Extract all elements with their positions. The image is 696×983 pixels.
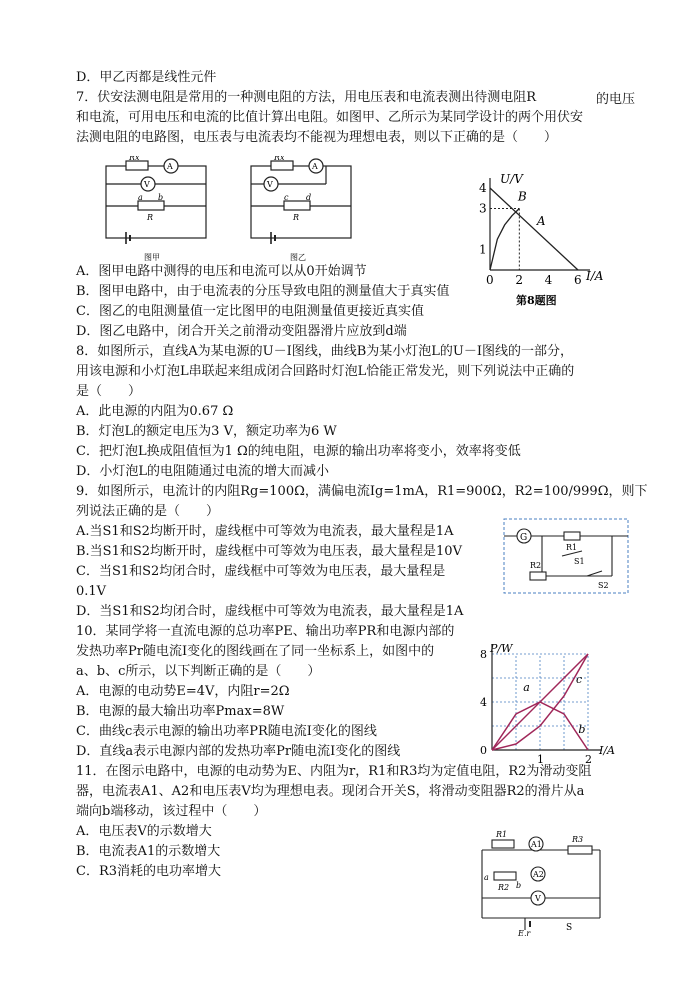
text-line: 10．某同学将一直流电源的总功率PE、输出功率PR和电源内部的 xyxy=(76,624,455,639)
series-label: c xyxy=(576,672,583,686)
q7-line-tail: 的电压 xyxy=(596,92,636,107)
fig11-a-label: a xyxy=(484,873,489,882)
text-line: 0.1V xyxy=(76,584,107,599)
x-tick-label: 0 xyxy=(486,273,494,287)
text-line: A．电压表V的示数增大 xyxy=(76,824,212,839)
text-line: 11．在图示电路中，电源的电动势为E、内阻为r，R1和R3均为定值电阻，R2为滑动变阻 xyxy=(76,764,592,779)
text-line: A．电源的电动势E=4V，内阻r=2Ω xyxy=(76,684,290,699)
text-line: 法测电阻的电路图，电压表与电流表均不能视为理想电表，则以下正确的是（ ） xyxy=(76,130,558,145)
series-label: a xyxy=(523,681,530,695)
text-line: B．灯泡L的额定电压为3 V，额定功率为6 W xyxy=(76,424,337,439)
text-line: B．电流表A1的示数增大 xyxy=(76,844,221,859)
x-tick-label: 6 xyxy=(574,273,582,287)
fig9-s1: S1 xyxy=(574,557,585,566)
text-line: a、b、c所示，以下判断正确的是（ ） xyxy=(76,664,321,679)
fig7-r-right: R xyxy=(293,213,300,222)
text-line: C．R3消耗的电功率增大 xyxy=(76,864,222,879)
fig11-er: E,r xyxy=(518,929,531,936)
fig7-c-label: c xyxy=(284,193,289,202)
fig7-a-label: a xyxy=(138,193,143,202)
y-tick-label: 4 xyxy=(479,181,487,195)
text-line: D．直线a表示电源内部的发热功率Pr随电流I变化的图线 xyxy=(76,744,401,759)
text-line: A.当S1和S2均断开时，虚线框中可等效为电流表，最大量程是1A xyxy=(76,524,454,539)
figure-7-circuits xyxy=(96,156,356,268)
fig8-xlabel: I/A xyxy=(586,269,604,283)
figure-9-circuit xyxy=(502,516,632,596)
text-line: B．电源的最大输出功率Pmax=8W xyxy=(76,704,285,719)
figure-8-chart xyxy=(474,168,614,308)
fig7-b-label: b xyxy=(158,193,164,202)
text-line: C．曲线c表示电源的输出功率PR随电流I变化的图线 xyxy=(76,724,377,739)
fig11-r1: R1 xyxy=(496,830,508,839)
fig11-a2: A2 xyxy=(533,870,544,879)
fig8-ylabel: U/V xyxy=(500,172,523,186)
fig11-b-label: b xyxy=(516,881,522,890)
text-line: A．此电源的内阻为0.67 Ω xyxy=(76,404,234,419)
text-line: 7．伏安法测电阻是常用的一种测电阻的方法，用电压表和电流表测出待测电阻R xyxy=(76,90,537,105)
figure-10-chart xyxy=(474,638,624,770)
text-line: 用该电源和小灯泡L串联起来组成闭合回路时灯泡L恰能正常发光，则下列说法中正确的 xyxy=(76,364,575,379)
fig7-d-label: d xyxy=(306,193,312,202)
x-tick-label: 2 xyxy=(515,273,523,287)
text-line: C．图乙的电阻测量值一定比图甲的电阻测量值更接近真实值 xyxy=(76,304,424,319)
fig7-ammeter-right: A xyxy=(312,162,318,171)
fig11-s: S xyxy=(566,923,573,933)
figure-11-circuit xyxy=(470,826,630,936)
text-line: D．当S1和S2均闭合时，虚线框中可等效为电流表，最大量程是1A xyxy=(76,604,464,619)
series-b-curve xyxy=(490,209,519,271)
fig7-rx-right: Rx xyxy=(274,156,285,162)
text-line: 是（ ） xyxy=(76,384,142,399)
fig7-caption-left: 图甲 xyxy=(144,253,160,262)
fig10-ylabel: P/W xyxy=(490,642,513,655)
x-tick-label: 4 xyxy=(544,273,553,287)
fig7-r-left: R xyxy=(147,213,154,222)
fig9-r1: R1 xyxy=(566,543,578,552)
text-line: D．图乙电路中，闭合开关之前滑动变阻器滑片应放到d端 xyxy=(76,324,407,339)
y-tick-label: 4 xyxy=(480,696,487,709)
fig7-ammeter-left: A xyxy=(167,162,173,171)
series-label: b xyxy=(578,723,586,737)
text-line: 发热功率Pr随电流I变化的图线画在了同一坐标系上，如图中的 xyxy=(76,644,435,659)
fig8-caption: 第8题图 xyxy=(516,294,557,307)
fig11-r2: R2 xyxy=(498,883,510,892)
text-line: 8．如图所示，直线A为某电源的U－I图线，曲线B为某小灯泡L的U－I图线的一部分， xyxy=(76,344,574,359)
fig7-voltmeter-left: V xyxy=(144,180,150,189)
text-line: 和电流，可用电压和电流的比值计算出电阻。如图甲、乙所示为某同学设计的两个用伏安 xyxy=(76,110,584,125)
fig7-rx-left: Rx xyxy=(129,156,140,162)
text-line: D．甲乙丙都是线性元件 xyxy=(76,70,217,85)
fig9-s2: S2 xyxy=(598,581,609,590)
fig10-xlabel: I/A xyxy=(599,744,615,757)
text-line: C．当S1和S2均闭合时，虚线框中可等效为电压表，最大量程是 xyxy=(76,564,446,579)
text-line: 器，电流表A1、A2和电压表V均为理想电表。现闭合开关S，将滑动变阻器R2的滑片从a xyxy=(76,784,585,799)
text-line: C．把灯泡L换成阻值恒为1 Ω的纯电阻，电源的输出功率将变小，效率将变低 xyxy=(76,444,521,459)
fig11-v: V xyxy=(535,894,541,903)
y-tick-label: 3 xyxy=(479,201,487,216)
fig11-r3: R3 xyxy=(572,835,584,844)
text-line: 9．如图所示，电流计的内阻Rg=100Ω，满偏电流Ig=1mA，R1=900Ω，R2=100/999Ω，则下 xyxy=(76,484,648,499)
fig11-a1: A1 xyxy=(531,840,542,849)
y-tick-label: 8 xyxy=(480,648,487,661)
text-line: 列说法正确的是（ ） xyxy=(76,504,220,519)
y-tick-label: 1 xyxy=(479,242,487,257)
text-line: A．图甲电路中测得的电压和电流可以从0开始调节 xyxy=(76,264,367,279)
fig7-voltmeter-right: V xyxy=(267,180,273,189)
y-tick-label: 0 xyxy=(480,744,487,757)
series-a-label: A xyxy=(536,213,546,228)
text-line: B.当S1和S2均断开时，虚线框中可等效为电压表，最大量程是10V xyxy=(76,544,462,559)
fig9-g: G xyxy=(520,533,528,543)
x-tick-label: 1 xyxy=(537,753,544,766)
series-b-label: B xyxy=(517,189,527,204)
fig7-caption-right: 图乙 xyxy=(290,253,306,262)
fig9-r2: R2 xyxy=(530,561,542,570)
text-line: D．小灯泡L的电阻随通过电流的增大而减小 xyxy=(76,464,330,479)
text-line: 端向b端移动，该过程中（ ） xyxy=(76,804,267,819)
x-tick-label: 2 xyxy=(585,753,592,766)
text-line: B．图甲电路中，由于电流表的分压导致电阻的测量值大于真实值 xyxy=(76,284,450,299)
